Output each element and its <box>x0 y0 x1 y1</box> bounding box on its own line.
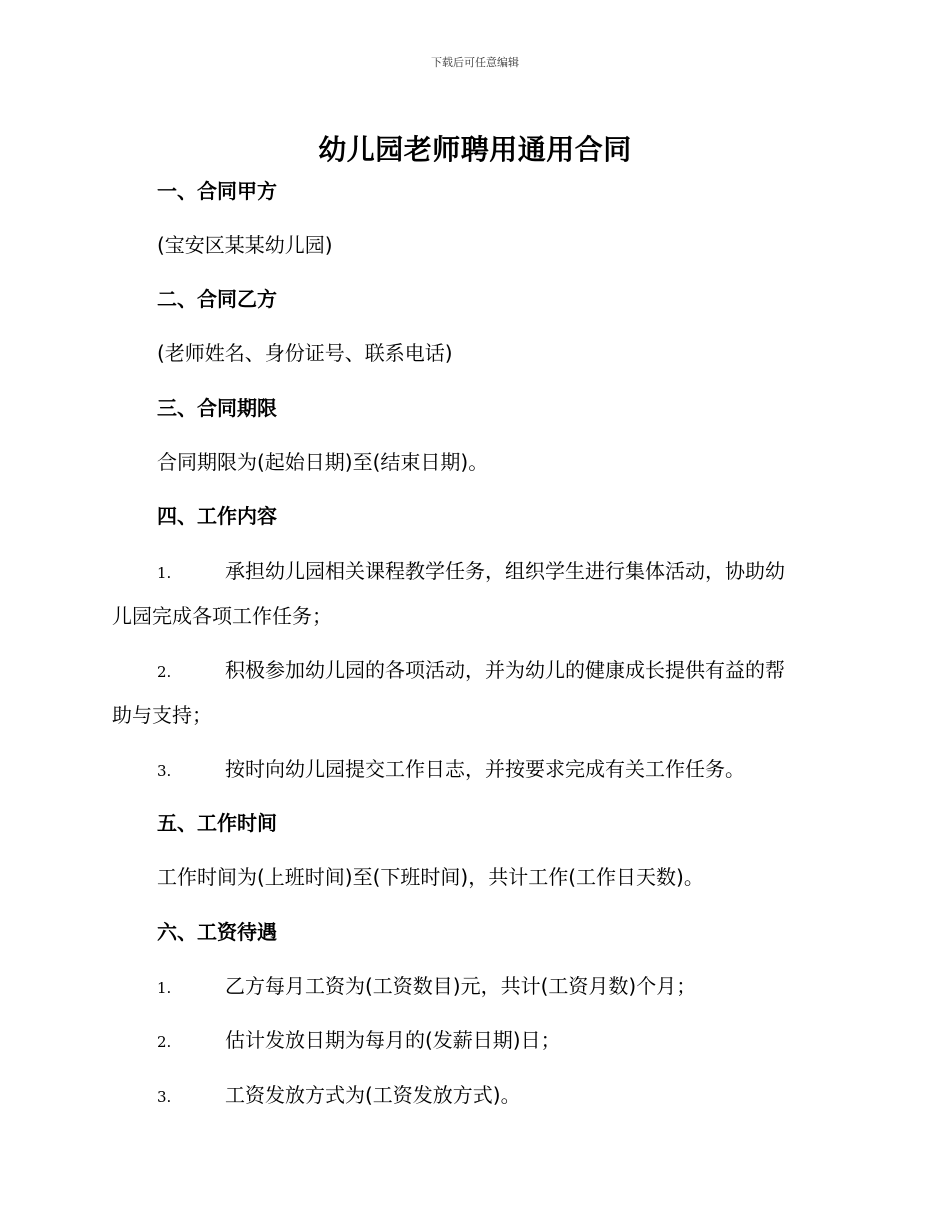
section-heading-party-a: 一、合同甲方 <box>157 179 277 203</box>
section-body-work-hours: 工作时间为(上班时间)至(下班时间)，共计工作(工作日天数)。 <box>157 865 704 889</box>
list-number: 2. <box>157 663 172 681</box>
section-heading-salary: 六、工资待遇 <box>157 920 277 944</box>
section-body-term: 合同期限为(起始日期)至(结束日期)。 <box>157 450 489 474</box>
section-heading-party-b: 二、合同乙方 <box>157 287 277 311</box>
list-text: 按时向幼儿园提交工作日志，并按要求完成有关工作任务。 <box>225 757 745 781</box>
list-continuation: 助与支持； <box>112 703 212 727</box>
header-note: 下载后可任意编辑 <box>431 56 519 69</box>
section-heading-term: 三、合同期限 <box>157 396 277 420</box>
list-text: 承担幼儿园相关课程教学任务，组织学生进行集体活动，协助幼 <box>225 559 785 583</box>
document-title: 幼儿园老师聘用通用合同 <box>318 133 632 166</box>
section-heading-work-content: 四、工作内容 <box>157 504 277 528</box>
list-continuation: 儿园完成各项工作任务； <box>112 604 332 628</box>
list-number: 1. <box>157 979 172 997</box>
section-heading-work-hours: 五、工作时间 <box>157 811 277 835</box>
list-number: 2. <box>157 1033 172 1051</box>
list-text: 工资发放方式为(工资发放方式)。 <box>225 1083 521 1107</box>
list-number: 3. <box>157 1088 172 1106</box>
list-number: 3. <box>157 762 172 780</box>
list-text: 积极参加幼儿园的各项活动，并为幼儿的健康成长提供有益的帮 <box>225 658 785 682</box>
section-body-party-a: (宝安区某某幼儿园) <box>157 233 333 257</box>
section-body-party-b: (老师姓名、身份证号、联系电话) <box>157 341 453 365</box>
list-text: 乙方每月工资为(工资数目)元，共计(工资月数)个月； <box>225 974 697 998</box>
list-text: 估计发放日期为每月的(发薪日期)日； <box>225 1028 561 1052</box>
list-number: 1. <box>157 564 172 582</box>
